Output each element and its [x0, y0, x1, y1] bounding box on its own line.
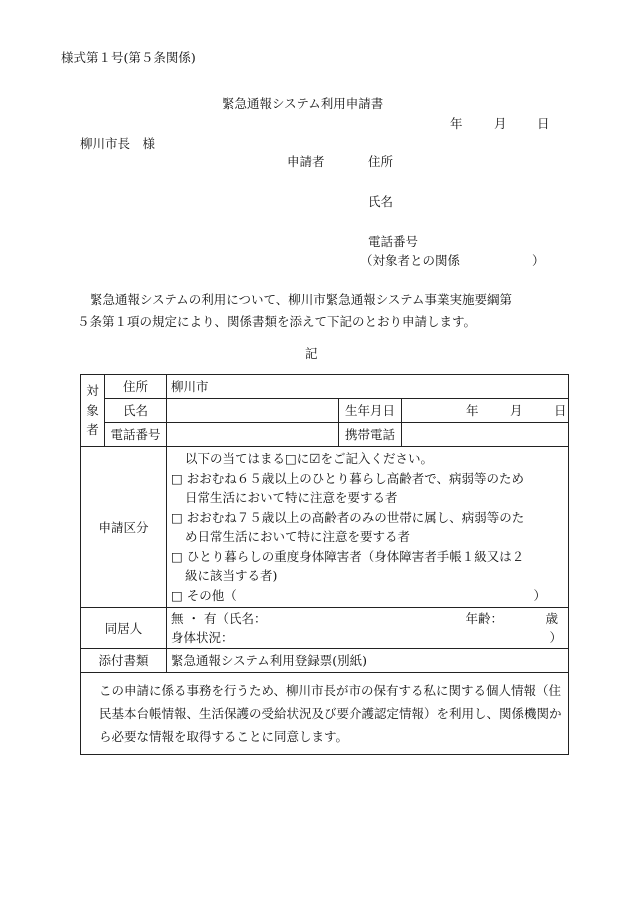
- dob-year: 年: [466, 403, 479, 418]
- cohabitant-condition-label: 身体状況：: [171, 630, 234, 645]
- target-phone-row: [81, 423, 569, 447]
- applicant-phone-label: 電話番号: [368, 234, 419, 249]
- target-address-label: 住所: [105, 375, 167, 399]
- relation-open: （対象者との関係: [360, 253, 461, 268]
- ki-mark: 記: [305, 346, 318, 361]
- option-2-text: め日常生活において特に注意を要する者: [185, 529, 411, 544]
- form-number: 様式第１号(第５条関係): [61, 50, 196, 65]
- cohabitant-field[interactable]: [167, 608, 569, 649]
- cohabitant-presence[interactable]: 無 ・ 有（氏名：: [171, 611, 267, 626]
- option-1-text: 日常生活において特に注意を要する者: [185, 490, 398, 505]
- attachment-value: 緊急通報システム利用登録票(別紙): [167, 649, 569, 673]
- addressee: 柳川市長 様: [80, 136, 156, 151]
- option-3-checkbox[interactable]: □ ひとり暮らしの重度身体障害者（身体障害者手帳１級又は２: [171, 548, 525, 564]
- applicant-name-label: 氏名: [368, 194, 394, 209]
- intro-line-1: 緊急通報システムの利用について、柳川市緊急通報システム事業実施要綱第: [90, 292, 513, 307]
- target-name-row: [81, 399, 569, 423]
- target-name-label: 氏名: [105, 399, 167, 423]
- mobile-field[interactable]: [402, 423, 569, 447]
- applicant-address-label: 住所: [368, 154, 394, 169]
- attachment-row: [81, 649, 569, 673]
- cohabitant-age-label: 年齢：: [465, 611, 504, 626]
- option-1-checkbox[interactable]: □ おおむね６５歳以上のひとり暮らし高齢者で、病弱等のため: [171, 470, 525, 486]
- category-row: [81, 447, 569, 608]
- category-label: 申請区分: [81, 447, 167, 608]
- attachment-label: 添付書類: [81, 649, 167, 673]
- category-instruction: 以下の当てはまる□に☑をご記入ください。: [185, 451, 434, 466]
- target-person-label: 対 象 者: [81, 375, 105, 447]
- mobile-label: 携帯電話: [339, 423, 402, 447]
- target-address-row: [81, 375, 569, 399]
- form-title: 緊急通報システム利用申請書: [222, 96, 384, 111]
- dob-label: 生年月日: [339, 399, 402, 423]
- target-name-field[interactable]: [167, 399, 339, 423]
- cohabitant-condition-close: ）: [549, 630, 563, 645]
- option-2-checkbox[interactable]: □ おおむね７５歳以上の高齢者のみの世帯に属し、病弱等のた: [171, 509, 525, 525]
- option-other[interactable]: [171, 586, 564, 606]
- dob-field[interactable]: [402, 399, 569, 423]
- relation-close: ）: [532, 253, 545, 268]
- dob-day: 日: [554, 403, 567, 418]
- date-month-label: 月: [494, 116, 507, 131]
- cohabitant-row: [81, 608, 569, 649]
- consent-row: [81, 673, 569, 755]
- consent-text: この申請に係る事務を行うため、柳川市長が市の保有する私に関する個人情報（住民基本台帳情報、生活保護の受給状況及び要介護認定情報）を利用し、関係機関から必要な情報を取得することに同意します。: [81, 673, 569, 755]
- option-3-text: 級に該当する者): [185, 568, 278, 583]
- target-address-field[interactable]: 柳川市: [167, 375, 569, 399]
- intro-line-2: ５条第１項の規定により、関係書類を添えて下記のとおり申請します。: [77, 314, 477, 329]
- target-phone-field[interactable]: [167, 423, 339, 447]
- applicant-label: 申請者: [287, 154, 325, 169]
- application-table: [80, 374, 569, 755]
- option-other-checkbox[interactable]: □ その他（: [171, 587, 237, 603]
- cohabitant-age-unit: 歳: [545, 611, 559, 626]
- category-options: [167, 447, 569, 608]
- option-other-close: ）: [533, 587, 547, 603]
- cohabitant-label: 同居人: [81, 608, 167, 649]
- date-year-label: 年: [450, 116, 463, 131]
- dob-month: 月: [510, 403, 523, 418]
- target-phone-label: 電話番号: [105, 423, 167, 447]
- date-day-label: 日: [537, 116, 550, 131]
